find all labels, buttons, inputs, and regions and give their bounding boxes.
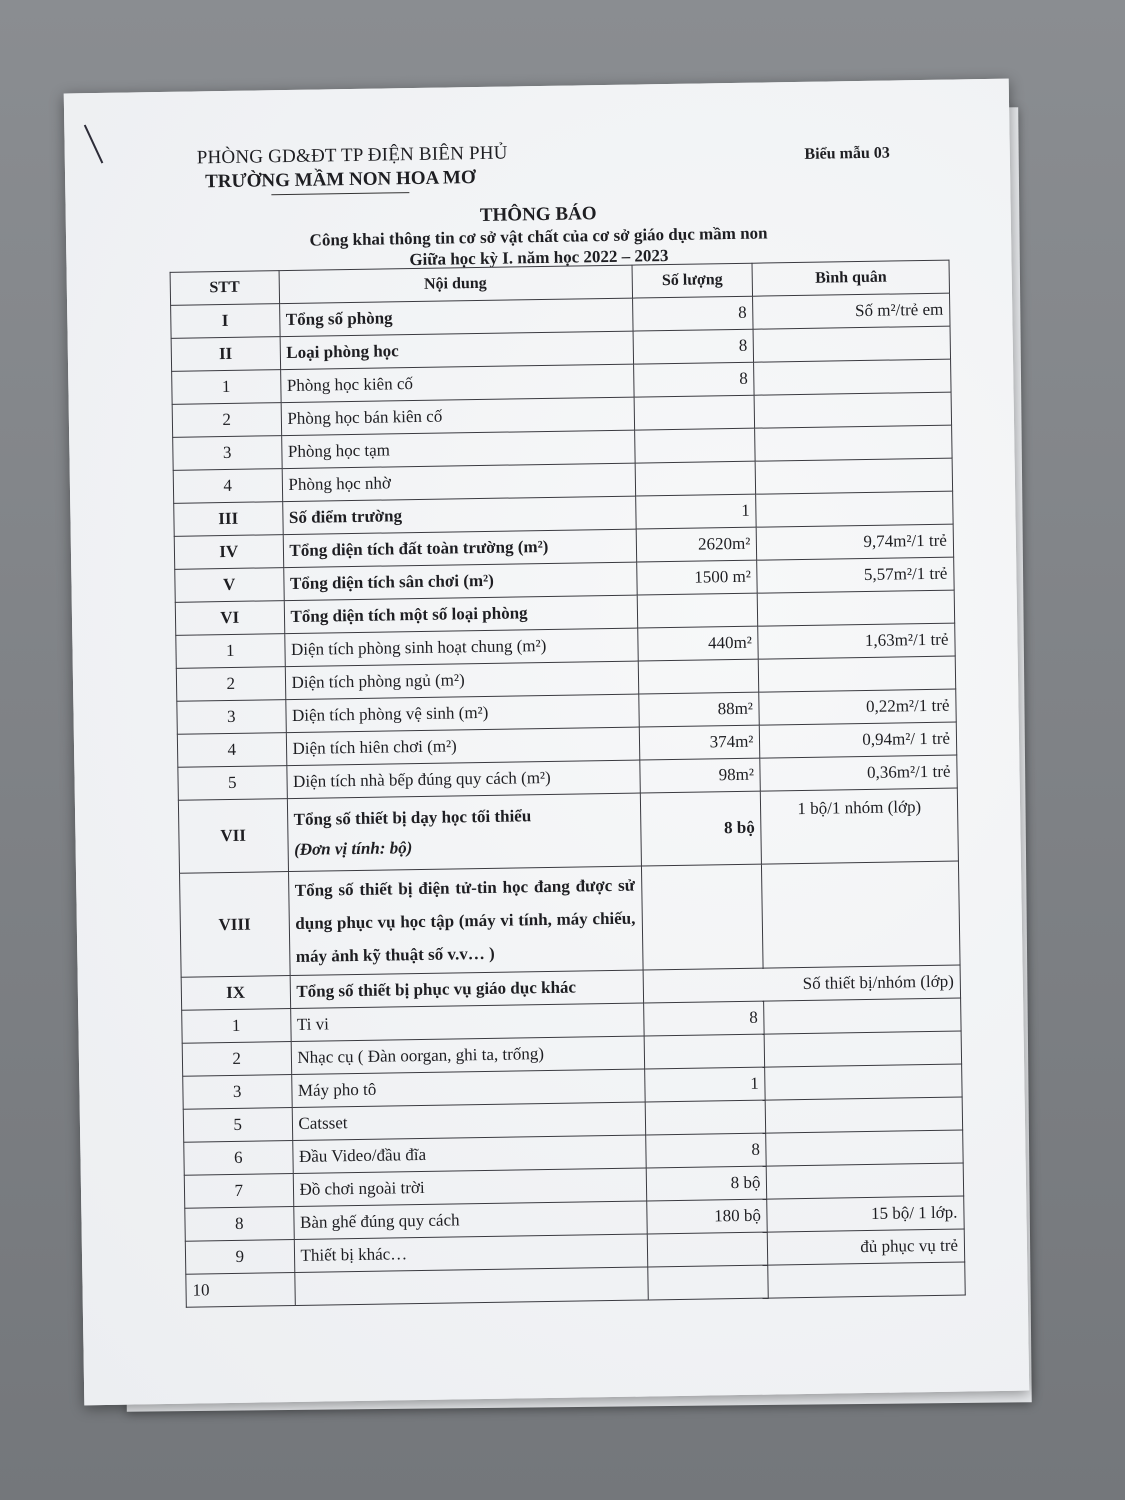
row-stt: VIII: [180, 872, 290, 978]
row-stt: 9: [185, 1240, 294, 1275]
row-qty: [634, 395, 755, 430]
row-content: Ti vi: [290, 1003, 644, 1042]
row-unit: (Đơn vị tính: bộ): [294, 838, 413, 859]
row-avg: [766, 1130, 963, 1166]
row-stt: 10: [186, 1273, 295, 1308]
row-content: Phòng học bán kiên cố: [281, 397, 635, 436]
row-qty: 98m²: [639, 758, 760, 793]
row-stt: 3: [177, 700, 286, 735]
row-avg: 0,94m²/ 1 trẻ: [760, 722, 957, 758]
row-qty: 1: [635, 494, 756, 529]
row-avg: 9,74m²/1 trẻ: [757, 524, 954, 560]
row-stt: V: [175, 568, 284, 603]
row-content: [294, 1267, 648, 1306]
row-content: Phòng học kiên cố: [280, 364, 634, 403]
row-stt: III: [174, 502, 283, 537]
row-qty: [641, 864, 763, 970]
document-term: Giữa học kỳ I. năm học 2022 – 2023: [409, 246, 669, 270]
row-stt: 8: [185, 1207, 294, 1242]
row-stt: IX: [181, 976, 290, 1011]
row-qty: [635, 461, 756, 496]
row-qty: 8: [645, 1133, 766, 1168]
row-qty: [637, 593, 758, 628]
header-qty: Số lượng: [632, 263, 753, 298]
row-avg: [765, 1031, 962, 1067]
row-stt: VI: [175, 601, 284, 636]
school-underline: [271, 192, 409, 195]
row-avg: Số thiết bị/nhóm (lớp): [643, 965, 961, 1003]
table-row-vii: [178, 788, 958, 873]
row-content: Diện tích nhà bếp đúng quy cách (m²): [286, 760, 640, 799]
row-stt: 3: [173, 436, 282, 471]
row-content: Diện tích phòng sinh hoạt chung (m²): [284, 628, 638, 667]
row-stt: 5: [183, 1108, 292, 1143]
row-qty: 180 bộ: [646, 1199, 767, 1234]
row-avg: 5,57m²/1 trẻ: [757, 557, 954, 593]
row-avg: 1 bộ/1 nhóm (lớp): [761, 788, 959, 864]
row-content: Tổng số thiết bị điện tử-tin học đang được sử dụng phục vụ học tập (máy vi tính, máy chiếu, máy ảnh kỹ thuật số v.v… ): [288, 866, 643, 976]
row-qty: 374m²: [639, 725, 760, 760]
row-avg: [755, 425, 952, 461]
row-qty: 8: [632, 296, 753, 331]
row-qty: 8: [633, 362, 754, 397]
row-qty: 440m²: [637, 626, 758, 661]
row-content: Tổng diện tích sân chơi (m²): [283, 562, 637, 601]
office-name: PHÒNG GD&ĐT TP ĐIỆN BIÊN PHỦ: [196, 142, 508, 169]
row-avg: 1,63m²/1 trẻ: [758, 623, 955, 659]
row-content: Catsset: [292, 1102, 646, 1141]
row-avg: [758, 590, 955, 626]
row-avg: [762, 861, 960, 968]
row-content: Diện tích hiên chơi (m²): [286, 727, 640, 766]
school-name: TRƯỜNG MẦM NON HOA MƠ: [204, 167, 476, 193]
row-stt: 4: [177, 733, 286, 768]
row-stt: IV: [174, 535, 283, 570]
row-content: Loại phòng học: [280, 331, 634, 370]
row-stt: II: [171, 337, 280, 372]
row-stt: 1: [182, 1009, 291, 1044]
row-qty: 8: [643, 1001, 764, 1036]
row-avg: [767, 1163, 964, 1199]
row-content-multi: [287, 793, 641, 872]
row-qty: [638, 659, 759, 694]
row-stt: 3: [183, 1075, 292, 1110]
row-qty: 8: [633, 329, 754, 364]
header-avg: Bình quân: [752, 260, 949, 296]
row-avg: 0,36m²/1 trẻ: [760, 755, 957, 791]
row-avg: 0,22m²/1 trẻ: [759, 689, 956, 725]
row-content: Số điểm trường: [282, 496, 636, 535]
row-qty: [647, 1265, 768, 1300]
row-content: Máy pho tô: [291, 1069, 645, 1108]
facilities-table: [170, 260, 966, 1308]
row-content: Diện tích phòng ngủ (m²): [285, 661, 639, 700]
row-stt: 2: [172, 403, 281, 438]
row-qty: [645, 1100, 766, 1135]
row-content: Tổng số thiết bị phục vụ giáo dục khác: [290, 970, 644, 1009]
row-qty: [634, 428, 755, 463]
row-qty: [644, 1034, 765, 1069]
row-avg: 15 bộ/ 1 lớp.: [767, 1196, 964, 1232]
row-stt: 4: [173, 469, 282, 504]
table-row-viii: [180, 861, 961, 977]
row-avg: Số m²/trẻ em: [753, 293, 950, 329]
row-avg: đủ phục vụ trẻ: [768, 1229, 965, 1265]
row-qty: [647, 1232, 768, 1267]
row-content: Tổng diện tích đất toàn trường (m²): [283, 529, 637, 568]
form-label: Biểu mẫu 03: [804, 144, 890, 163]
row-qty: 8 bộ: [640, 791, 762, 866]
row-content: Thiết bị khác…: [294, 1234, 648, 1273]
row-qty: 8 bộ: [646, 1166, 767, 1201]
document-subtitle: Công khai thông tin cơ sở vật chất của cơ sở giáo dục mầm non: [309, 223, 768, 250]
row-stt: 2: [182, 1042, 291, 1077]
row-avg: [759, 656, 956, 692]
row-content: Phòng học tạm: [281, 430, 635, 469]
row-avg: [768, 1262, 965, 1298]
row-avg: [756, 458, 953, 494]
row-content: Đầu Video/đầu đĩa: [292, 1135, 646, 1174]
row-content: Phòng học nhờ: [282, 463, 636, 502]
document-title: THÔNG BÁO: [479, 203, 597, 226]
row-stt: I: [171, 304, 280, 339]
row-avg: [754, 359, 951, 395]
row-content: Tổng số phòng: [279, 298, 633, 337]
row-avg: [753, 326, 950, 362]
row-content: Nhạc cụ ( Đàn oorgan, ghi ta, trống): [291, 1036, 645, 1075]
row-stt: 1: [176, 634, 285, 669]
row-avg: [765, 1064, 962, 1100]
row-content: Bàn ghế đúng quy cách: [293, 1201, 647, 1240]
row-qty: 2620m²: [636, 527, 757, 562]
row-avg: [755, 392, 952, 428]
row-stt: 1: [172, 370, 281, 405]
row-content: Tổng số thiết bị dạy học tối thiểu: [293, 806, 532, 829]
row-stt: 5: [178, 766, 287, 801]
row-content: Đồ chơi ngoài trời: [293, 1168, 647, 1207]
row-qty: 88m²: [638, 692, 759, 727]
row-qty: 1: [644, 1067, 765, 1102]
pen-mark: [84, 125, 103, 164]
row-avg: [766, 1097, 963, 1133]
header-content: Nội dung: [279, 265, 633, 304]
row-avg: [764, 998, 961, 1034]
document-page: [64, 79, 1029, 1406]
row-content: Diện tích phòng vệ sinh (m²): [285, 694, 639, 733]
row-avg: [756, 491, 953, 527]
row-stt: 6: [184, 1141, 293, 1176]
row-content: Tổng diện tích một số loại phòng: [284, 595, 638, 634]
row-stt: 2: [176, 667, 285, 702]
row-qty: 1500 m²: [636, 560, 757, 595]
header-stt: STT: [170, 271, 279, 306]
row-stt: 7: [184, 1174, 293, 1209]
row-stt: VII: [178, 799, 288, 874]
